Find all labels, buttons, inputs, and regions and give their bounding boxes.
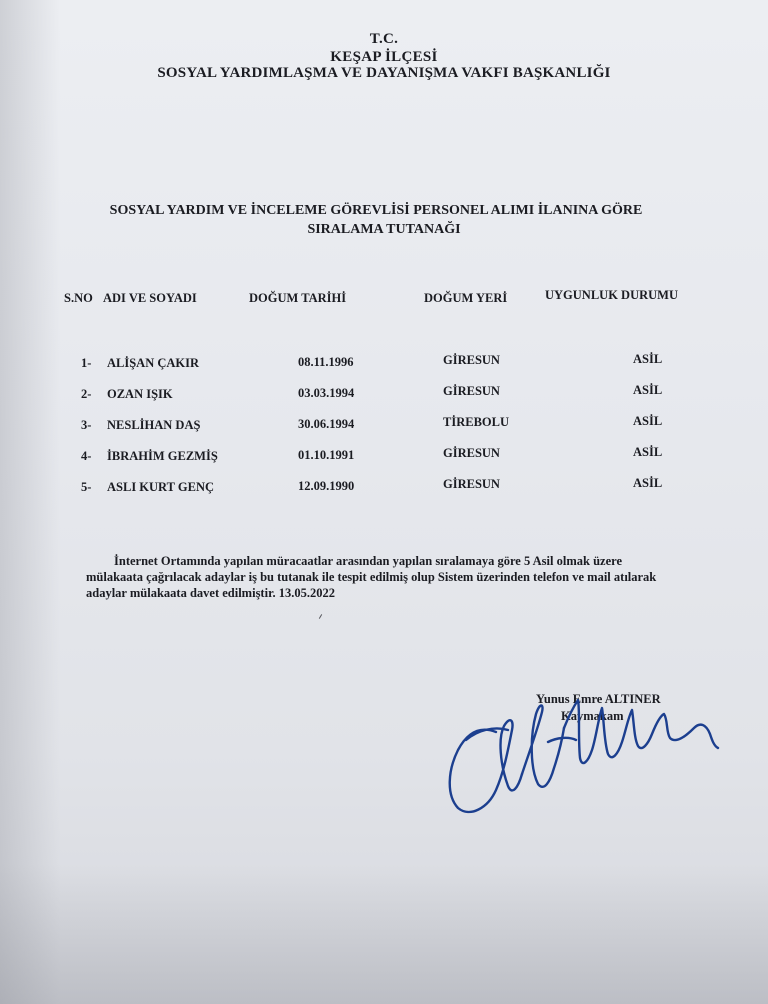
header-foundation: SOSYAL YARDIMLAŞMA VE DAYANIŞMA VAKFI BAŞKANLIĞI bbox=[157, 65, 611, 81]
document-title-line2: SIRALAMA TUTANAĞI bbox=[307, 222, 461, 237]
signatory-name: Yunus Emre ALTINER bbox=[536, 692, 661, 706]
row-number: 5- bbox=[81, 480, 92, 494]
pen-mark bbox=[319, 614, 322, 619]
column-header-sno: S.NO bbox=[64, 291, 93, 305]
notice-line-1: İnternet Ortamında yapılan müracaatlar arasından yapılan sıralamaya göre 5 Asil olmak üzere bbox=[114, 554, 622, 568]
row-birth-place: TİREBOLU bbox=[443, 415, 509, 429]
row-status: ASİL bbox=[633, 445, 663, 459]
row-name: OZAN IŞIK bbox=[107, 387, 173, 401]
row-name: ASLI KURT GENÇ bbox=[107, 480, 214, 494]
handwritten-signature bbox=[438, 680, 728, 825]
row-birth-place: GİRESUN bbox=[443, 384, 500, 398]
column-header-name: ADI VE SOYADI bbox=[103, 291, 197, 305]
row-number: 4- bbox=[81, 449, 92, 463]
row-birth-date: 08.11.1996 bbox=[298, 355, 354, 369]
row-status: ASİL bbox=[633, 414, 663, 428]
row-status: ASİL bbox=[633, 352, 663, 366]
row-name: NESLİHAN DAŞ bbox=[107, 418, 201, 432]
column-header-birth-date: DOĞUM TARİHİ bbox=[249, 291, 347, 305]
row-birth-date: 12.09.1990 bbox=[298, 479, 355, 493]
notice-paragraph bbox=[86, 553, 716, 601]
row-number: 2- bbox=[81, 387, 92, 401]
document-title-line1: SOSYAL YARDIM VE İNCELEME GÖREVLİSİ PERSONEL ALIMI İLANINA GÖRE bbox=[109, 203, 643, 218]
signatory-title: Kaymakam bbox=[561, 709, 624, 723]
row-number: 3- bbox=[81, 418, 92, 432]
row-status: ASİL bbox=[633, 383, 663, 397]
column-header-status: UYGUNLUK DURUMU bbox=[545, 288, 678, 302]
row-number: 1- bbox=[81, 356, 92, 370]
scan-shadow-left bbox=[0, 0, 60, 1004]
header-district: KEŞAP İLÇESİ bbox=[330, 49, 438, 65]
row-birth-date: 30.06.1994 bbox=[298, 417, 355, 431]
row-status: ASİL bbox=[633, 476, 663, 490]
row-birth-place: GİRESUN bbox=[443, 446, 500, 460]
header-tc: T.C. bbox=[369, 31, 399, 47]
row-birth-place: GİRESUN bbox=[443, 353, 500, 367]
notice-line-3: adaylar mülakaata davet edilmiştir. 13.05.2022 bbox=[86, 586, 335, 600]
column-header-birth-place: DOĞUM YERİ bbox=[424, 291, 508, 305]
row-birth-date: 03.03.1994 bbox=[298, 386, 355, 400]
notice-line-2: mülakaata çağrılacak adaylar iş bu tutanak ile tespit edilmiş olup Sistem üzerinden telefon ve mail atılarak bbox=[86, 570, 657, 584]
row-birth-date: 01.10.1991 bbox=[298, 448, 355, 462]
row-name: ALİŞAN ÇAKIR bbox=[107, 356, 200, 370]
row-name: İBRAHİM GEZMİŞ bbox=[107, 449, 218, 463]
scan-shadow-bottom bbox=[0, 864, 768, 1004]
row-birth-place: GİRESUN bbox=[443, 477, 500, 491]
